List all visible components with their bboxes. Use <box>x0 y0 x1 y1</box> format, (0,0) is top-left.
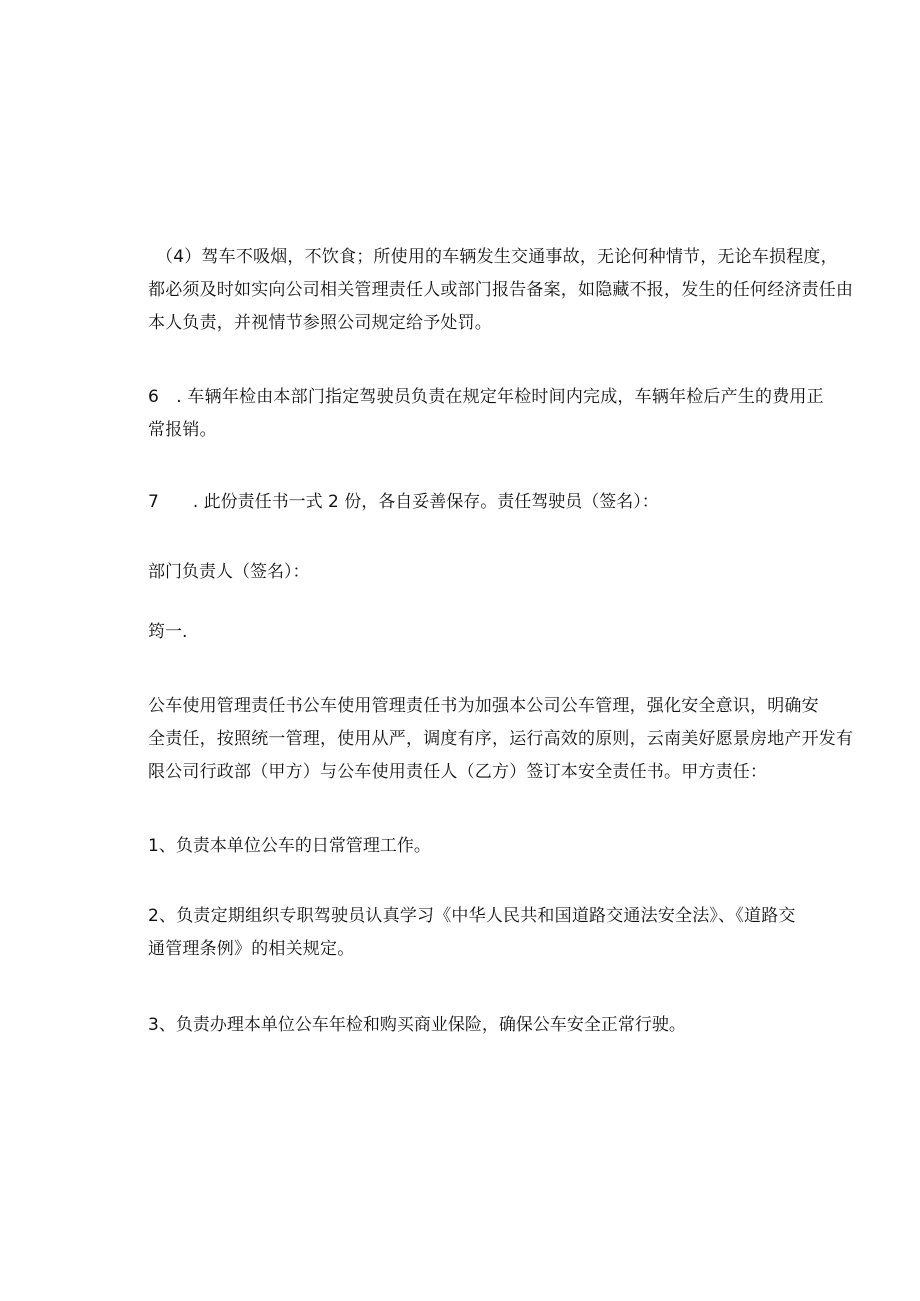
paragraph-line: 全责任，按照统一管理，使用从严，调度有序，运行高效的原则，云南美好愿景房地产开发有 <box>148 729 854 749</box>
section-mark: 筠一. <box>148 622 188 642</box>
list-item-1: 1、负责本单位公车的日常管理工作。 <box>148 836 431 856</box>
list-item-3: 3、负责办理本单位公车年检和购买商业保险，确保公车安全正常行驶。 <box>148 1015 686 1035</box>
paragraph-line: 6 . 车辆年检由本部门指定驾驶员负责在规定年检时间内完成，车辆年检后产生的费用正 <box>148 387 824 407</box>
paragraph-line: 本人负责，并视情节参照公司规定给予处罚。 <box>148 313 492 333</box>
paragraph-line: 2、负责定期组织专职驾驶员认真学习《中华人民共和国道路交通法安全法》、《道路交 <box>148 906 796 926</box>
paragraph-line: （4）驾车不吸烟，不饮食；所使用的车辆发生交通事故，无论何种情节，无论车损程度， <box>156 247 838 267</box>
paragraph-line: 都必须及时如实向公司相关管理责任人或部门报告备案，如隐藏不报，发生的任何经济责任由 <box>148 280 854 300</box>
paragraph-item-7: 7 . 此份责任书一式 2 份，各自妥善保存。责任驾驶员（签名）： <box>148 492 659 512</box>
department-signature-line: 部门负责人（签名）： <box>148 562 310 582</box>
paragraph-line: 通管理条例》的相关规定。 <box>148 939 355 959</box>
paragraph-line: 限公司行政部（甲方）与公车使用责任人（乙方）签订本安全责任书。甲方责任： <box>148 762 768 782</box>
paragraph-intro <box>148 690 854 789</box>
paragraph-line: 常报销。 <box>148 420 217 440</box>
paragraph-line: 公车使用管理责任书公车使用管理责任书为加强本公司公车管理，强化安全意识，明确安 <box>148 696 819 716</box>
paragraph-item-4 <box>148 241 854 340</box>
paragraph-item-6 <box>148 381 824 447</box>
list-item-2 <box>148 900 808 966</box>
